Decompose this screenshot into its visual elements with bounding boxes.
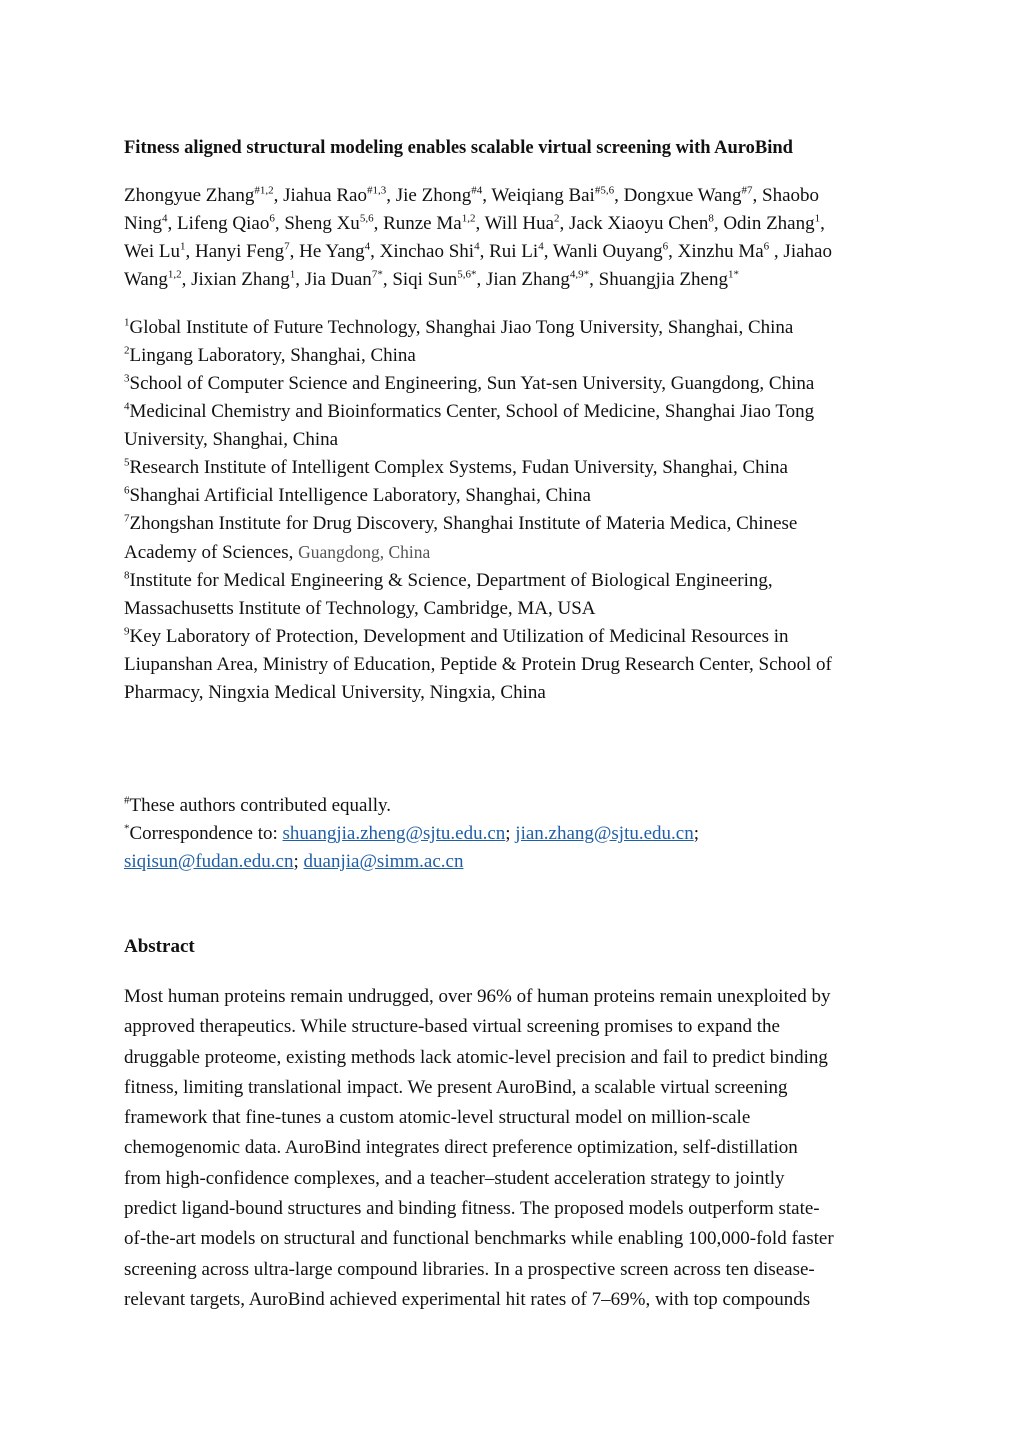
author-name-text: , Runze Ma: [373, 213, 462, 234]
abstract-line: fitness, limiting translational impact. We present AuroBind, a scalable virtual screening: [124, 1076, 788, 1098]
affiliation-list: [124, 314, 914, 707]
author-line: [124, 182, 904, 210]
abstract-body: [124, 982, 914, 1315]
author-affiliation-mark: #7: [741, 184, 753, 197]
abstract-line: chemogenomic data. AuroBind integrates direct preference optimization, self-distillation: [124, 1137, 798, 1159]
author-name-text: , Jia Duan: [295, 269, 372, 290]
author-name-text: , He Yang: [289, 241, 365, 262]
author-name-text: , Shaobo: [752, 185, 819, 206]
affiliation-8: [124, 567, 914, 595]
author-affiliation-mark: 5,6*: [457, 268, 477, 281]
author-name-text: , Xinzhu Ma: [668, 241, 764, 262]
author-affiliation-mark: 5,6: [359, 212, 374, 225]
affiliation-text: School of Computer Science and Engineering, Sun Yat-sen University, Guangdong, China: [129, 373, 815, 394]
abstract-line: framework that fine-tunes a custom atomic-level structural model on million-scale: [124, 1107, 751, 1129]
author-line: [124, 266, 904, 294]
author-name-text: , Odin Zhang: [713, 213, 815, 234]
author-affiliation-mark: 4: [162, 212, 168, 225]
affiliation-9-cont2: [124, 679, 914, 707]
author-line: [124, 238, 904, 266]
author-name-text: , Weiqiang Bai: [482, 185, 595, 206]
author-affiliation-mark: 4: [474, 240, 480, 253]
affiliation-text: Massachusetts Institute of Technology, Cambridge, MA, USA: [124, 598, 596, 619]
affiliation-4-cont: [124, 426, 914, 454]
affiliation-text: Medicinal Chemistry and Bioinformatics Center, School of Medicine, Shanghai Jiao Tong: [129, 401, 815, 422]
affiliation-6: [124, 482, 914, 510]
correspondence-note: [124, 820, 904, 848]
author-affiliation-mark: #4: [471, 184, 483, 197]
author-affiliation-mark: #1,3: [366, 184, 387, 197]
author-affiliation-mark: 1,2: [167, 268, 182, 281]
affiliation-8-cont: [124, 595, 914, 623]
affiliation-text-location: Guangdong, China: [298, 542, 431, 562]
author-name-text: , Xinchao Shi: [370, 241, 475, 262]
affiliation-5: [124, 454, 914, 482]
author-affiliation-mark: 2: [554, 212, 560, 225]
abstract-line: of-the-art models on structural and functional benchmarks while enabling 100,000-fold faster: [124, 1228, 834, 1250]
author-name-text: , Rui Li: [479, 241, 539, 262]
author-affiliation-mark: 6: [763, 240, 770, 253]
affiliation-number: 5: [124, 456, 130, 469]
author-affiliation-mark: 8: [708, 212, 714, 225]
abstract-line: from high-confidence complexes, and a teacher–student acceleration strategy to jointly: [124, 1167, 785, 1189]
author-affiliation-mark: 4: [538, 240, 544, 253]
affiliation-text: Global Institute of Future Technology, Shanghai Jiao Tong University, Shanghai, China: [129, 317, 794, 338]
author-name-text: , Sheng Xu: [274, 213, 360, 234]
author-name-text: , Will Hua: [475, 213, 555, 234]
affiliation-number: 9: [124, 625, 130, 638]
author-name-text: , Hanyi Feng: [185, 241, 285, 262]
affiliation-2: [124, 342, 914, 370]
affiliation-text: Liupanshan Area, Ministry of Education, Peptide & Protein Drug Research Center, School of: [124, 654, 832, 675]
affiliation-text: Key Laboratory of Protection, Development and Utilization of Medicinal Resources in: [129, 626, 789, 647]
affiliation-text: Zhongshan Institute for Drug Discovery, Shanghai Institute of Materia Medica, Chinese: [129, 513, 798, 534]
affiliation-number: 2: [124, 344, 130, 357]
affiliation-text: Research Institute of Intelligent Complex Systems, Fudan University, Shanghai, China: [129, 457, 788, 478]
affiliation-7-cont: [124, 538, 914, 567]
email-link-sun[interactable]: siqisun@fudan.edu.cn: [124, 851, 294, 872]
affiliation-text: Institute for Medical Engineering & Science, Department of Biological Engineering,: [129, 570, 773, 591]
email-link-zheng[interactable]: shuangjia.zheng@sjtu.edu.cn: [282, 823, 506, 844]
author-name-text: Zhongyue Zhang: [124, 185, 255, 206]
author-name-text: ,: [820, 213, 825, 234]
author-name-text: , Shuangjia Zheng: [589, 269, 728, 290]
affiliation-number: 8: [124, 569, 130, 582]
author-name-text: , Jiahao: [769, 241, 832, 262]
affiliation-7: [124, 510, 914, 538]
abstract-line: relevant targets, AuroBind achieved experimental hit rates of 7–69%, with top compounds: [124, 1288, 811, 1310]
affiliation-text: University, Shanghai, China: [124, 429, 339, 450]
author-name-text: , Jie Zhong: [386, 185, 472, 206]
author-affiliation-mark: 1,2: [461, 212, 476, 225]
separator: ;: [693, 823, 699, 844]
separator: ;: [293, 851, 304, 872]
abstract-heading: Abstract: [124, 936, 195, 957]
author-affiliation-mark: 6: [662, 240, 669, 253]
affiliation-9-cont: [124, 651, 914, 679]
author-name-text: , Jiahua Rao: [273, 185, 367, 206]
note-text: These authors contributed equally.: [129, 795, 392, 816]
author-name-text: , Siqi Sun: [382, 269, 458, 290]
abstract-line: Most human proteins remain undrugged, over 96% of human proteins remain unexploited by: [124, 986, 831, 1007]
affiliation-text: Academy of Sciences,: [124, 542, 299, 563]
footnotes: [124, 792, 904, 876]
affiliation-text: Shanghai Artificial Intelligence Laboratory, Shanghai, China: [129, 485, 591, 506]
author-line: [124, 210, 904, 238]
note-mark: #: [124, 794, 130, 807]
email-link-zhang[interactable]: jian.zhang@sjtu.edu.cn: [515, 823, 694, 844]
separator: ;: [505, 823, 516, 844]
author-name-text: , Wanli Ouyang: [543, 241, 663, 262]
author-affiliation-mark: 6: [269, 212, 275, 225]
affiliation-text: Pharmacy, Ningxia Medical University, Ningxia, China: [124, 682, 546, 703]
abstract-line: predict ligand-bound structures and binding fitness. The proposed models outperform state-: [124, 1198, 820, 1220]
author-affiliation-mark: 7: [284, 240, 290, 253]
author-affiliation-mark: 1: [814, 212, 821, 225]
author-name-text: , Jian Zhang: [476, 269, 570, 290]
author-affiliation-mark: 4,9*: [569, 268, 590, 281]
note-text: Correspondence to:: [129, 823, 283, 844]
author-name-text: , Lifeng Qiao: [167, 213, 270, 234]
affiliation-3: [124, 370, 914, 398]
affiliation-number: 6: [124, 484, 130, 497]
author-affiliation-mark: 1: [179, 240, 186, 253]
affiliation-9: [124, 623, 914, 651]
affiliation-number: 4: [124, 400, 130, 413]
correspondence-note-cont: [124, 848, 904, 876]
affiliation-text: Lingang Laboratory, Shanghai, China: [129, 345, 416, 366]
affiliation-1: [124, 314, 914, 342]
author-name-text: , Dongxue Wang: [614, 185, 742, 206]
author-affiliation-mark: 1: [289, 268, 296, 281]
abstract-line: approved therapeutics. While structure-based virtual screening promises to expand the: [124, 1016, 780, 1038]
affiliation-4: [124, 398, 914, 426]
author-affiliation-mark: #1,2: [254, 184, 274, 197]
author-affiliation-mark: 7*: [371, 268, 383, 281]
author-affiliation-mark: #5,6: [594, 184, 615, 197]
author-list: [124, 182, 904, 294]
author-name-text: Wang: [124, 269, 168, 290]
paper-title: Fitness aligned structural modeling enables scalable virtual screening with AuroBind: [124, 138, 793, 158]
author-name-text: Wei Lu: [124, 241, 180, 262]
abstract-line: druggable proteome, existing methods lack atomic-level precision and fail to predict binding: [124, 1046, 828, 1068]
email-link-duan[interactable]: duanjia@simm.ac.cn: [303, 851, 464, 872]
affiliation-number: 7: [124, 512, 130, 525]
abstract-line: screening across ultra-large compound libraries. In a prospective screen across ten disease-: [124, 1258, 815, 1280]
author-affiliation-mark: 1*: [727, 268, 739, 281]
affiliation-number: 1: [124, 316, 130, 329]
affiliation-number: 3: [124, 372, 130, 385]
author-name-text: , Jixian Zhang: [181, 269, 290, 290]
author-name-text: , Jack Xiaoyu Chen: [559, 213, 709, 234]
author-name-text: Ning: [124, 213, 162, 234]
note-mark: *: [124, 822, 130, 835]
author-affiliation-mark: 4: [364, 240, 371, 253]
equal-contribution-note: [124, 792, 904, 820]
